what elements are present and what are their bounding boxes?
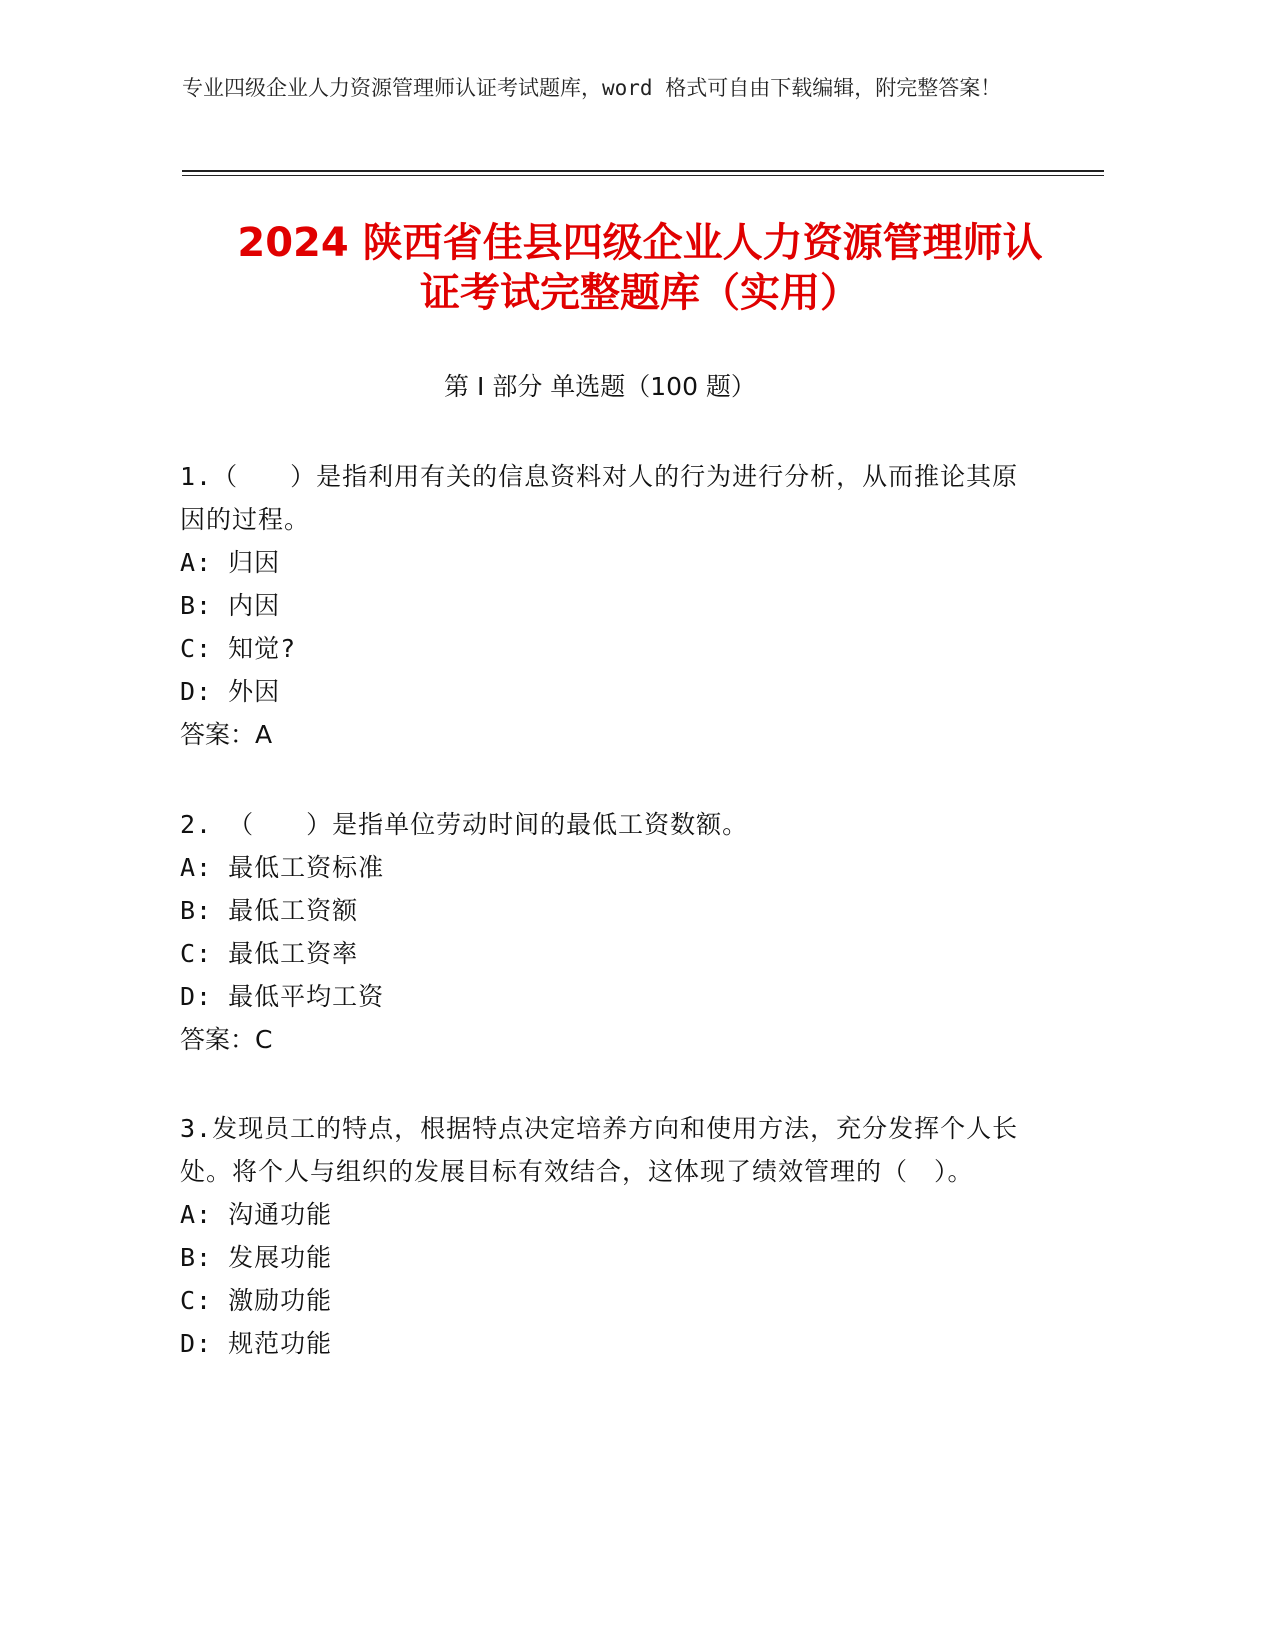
option-d: D: 规范功能 xyxy=(180,1329,333,1358)
answer: 答案：C xyxy=(180,1025,273,1054)
option-a: A: 沟通功能 xyxy=(180,1200,333,1229)
question-stem: 3.发现员工的特点，根据特点决定培养方向和使用方法，充分发挥个人长处。将个人与组织的发展目标有效结合，这体现了绩效管理的（ ）。 xyxy=(180,1114,1019,1186)
option-b: B: 最低工资额 xyxy=(180,896,359,925)
header-rule-thin xyxy=(182,175,1104,176)
option-b: B: 发展功能 xyxy=(180,1243,333,1272)
option-c: C: 激励功能 xyxy=(180,1286,333,1315)
header-note: 专业四级企业人力资源管理师认证考试题库，word 格式可自由下载编辑，附完整答案！ xyxy=(182,76,1002,100)
header-rule-thick xyxy=(182,170,1104,172)
option-c: C: 最低工资率 xyxy=(180,939,359,968)
document-title-line-2: 证考试完整题库（实用） xyxy=(420,270,860,316)
question-3 xyxy=(180,1107,1040,1365)
question-2 xyxy=(180,803,1040,1061)
option-a: A: 归因 xyxy=(180,548,281,577)
question-stem: 2. （ ）是指单位劳动时间的最低工资数额。 xyxy=(180,810,749,839)
question-1 xyxy=(180,455,1040,756)
option-d: D: 最低平均工资 xyxy=(180,982,385,1011)
document-title-line-1: 2024 陕西省佳县四级企业人力资源管理师认 xyxy=(237,220,1043,266)
option-c: C: 知觉? xyxy=(180,634,297,663)
question-stem: 1.（ ）是指利用有关的信息资料对人的行为进行分析，从而推论其原因的过程。 xyxy=(180,462,1019,534)
answer: 答案：A xyxy=(180,720,273,749)
option-d: D: 外因 xyxy=(180,677,281,706)
section-heading: 第 I 部分 单选题（100 题） xyxy=(444,372,756,401)
document-title xyxy=(150,218,1130,318)
option-b: B: 内因 xyxy=(180,591,281,620)
option-a: A: 最低工资标准 xyxy=(180,853,385,882)
